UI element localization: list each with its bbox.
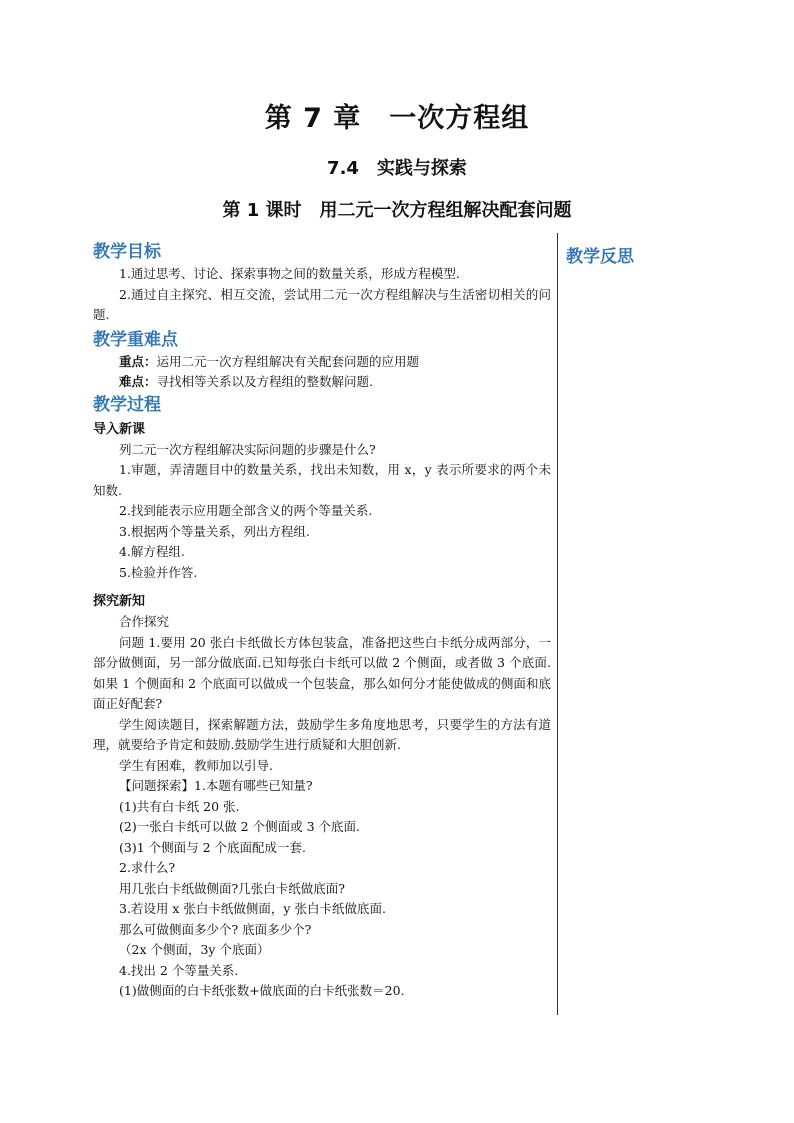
explore-line: 那么可做侧面多少个? 底面多少个?: [119, 921, 312, 937]
intro-line: 4.解方程组.: [119, 544, 185, 559]
process-heading: 教学过程: [93, 394, 161, 415]
explore-line: 4.找出 2 个等量关系.: [119, 962, 239, 978]
intro-line: 1.审题，弄清题目中的数量关系，找出未知数，用 x，y 表示所要求的两个未知数.: [93, 462, 551, 498]
problem-statement: 问题 1.要用 20 张白卡纸做长方体包装盒，准备把这些白卡纸分成两部分，一部分做侧面，另一部分做底面.已知每张白卡纸可以做 2 个侧面，或者做 3 个底面.如果 1 个侧面和 2 个底面可以做成一个包装盒，那么如何分才能使做成的侧面和底面正好配套?: [93, 634, 551, 711]
key-points-heading: 教学重难点: [93, 329, 178, 350]
explore-line: 用几张白卡纸做侧面?几张白卡纸做底面?: [119, 880, 345, 896]
main-column: [93, 240, 551, 1002]
intro-line: 2.找到能表示应用题全部含义的两个等量关系.: [119, 503, 373, 518]
intro-heading: 导入新课: [93, 421, 146, 437]
intro-line: 3.根据两个等量关系，列出方程组.: [119, 523, 310, 539]
intro-line: 5.检验并作答.: [119, 564, 198, 580]
lesson-title: 第 1 课时 用二元一次方程组解决配套问题: [222, 200, 572, 221]
intro-line: 列二元一次方程组解决实际问题的步骤是什么?: [119, 441, 376, 457]
focus-text: 运用二元一次方程组解决有关配套问题的应用题: [156, 353, 420, 369]
column-divider: [557, 233, 558, 1015]
difficulty-line: [93, 372, 551, 393]
reflection-heading: 教学反思: [566, 247, 634, 267]
explore-line: 2.求什么?: [119, 860, 176, 875]
explore-line: 学生阅读题目，探索解题方法，鼓励学生多角度地思考，只要学生的方法有道理，就要给予肯定和鼓励.鼓励学生进行质疑和大胆创新.: [93, 716, 551, 752]
explore-line: 【问题探索】1.本题有哪些已知量?: [119, 778, 313, 793]
difficulty-label: 难点：: [119, 374, 157, 389]
explore-line: (1)共有白卡纸 20 张.: [119, 798, 240, 814]
objective-item: 2.通过自主探究、相互交流，尝试用二元一次方程组解决与生活密切相关的问题.: [93, 286, 551, 322]
explore-line: 合作探究: [119, 614, 170, 629]
focus-label: 重点：: [119, 353, 157, 369]
section-title: 7.4 实践与探索: [327, 158, 467, 179]
chapter-title: 第 7 章 一次方程组: [264, 103, 530, 134]
explore-line: （2x 个侧面，3y 个底面）: [119, 942, 270, 957]
explore-line: (3)1 个侧面与 2 个底面配成一套.: [119, 839, 307, 855]
explore-line: 学生有困难，教师加以引导.: [119, 757, 273, 773]
explore-heading: 探究新知: [93, 594, 146, 609]
objectives-heading: 教学目标: [93, 242, 161, 262]
explore-line: (2)一张白卡纸可以做 2 个侧面或 3 个底面.: [119, 819, 360, 834]
explore-line: (1)做侧面的白卡纸张数+做底面的白卡纸张数＝20.: [119, 983, 405, 998]
focus-line: [93, 352, 551, 373]
difficulty-text: 寻找相等关系以及方程组的整数解问题.: [156, 374, 373, 389]
objective-item: 1.通过思考、讨论、探索事物之间的数量关系，形成方程模型.: [119, 266, 460, 281]
explore-line: 3.若设用 x 张白卡纸做侧面，y 张白卡纸做底面.: [119, 901, 386, 916]
